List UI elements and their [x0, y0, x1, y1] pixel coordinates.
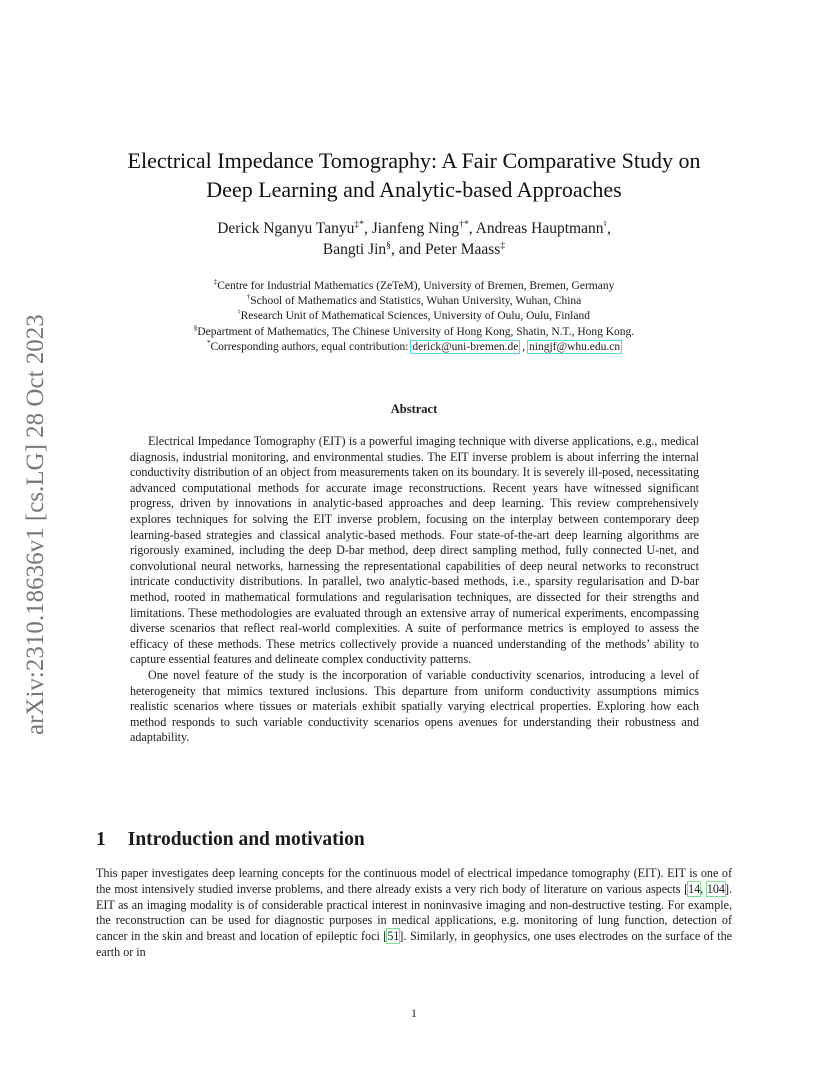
author-name: Andreas Hauptmann: [475, 220, 604, 237]
author-separator: ,: [468, 220, 476, 237]
affiliation-mark: ♮: [238, 308, 241, 317]
cite-separator: ,: [700, 881, 707, 896]
affiliation-text: School of Mathematics and Statistics, Wuhan University, Wuhan, China: [250, 295, 582, 308]
abstract-paragraph-1: Electrical Impedance Tomography (EIT) is a powerful imaging technique with diverse applications, e.g., medical diagnosis, industrial monitoring, and environmental studies. The EIT inverse problem is about inferring the internal conductivity distribution of an object from measurements taken on its boundary. It is severely ill-posed, necessitating advanced computational methods for accurate image reconstructions. Recent years have witnessed significant progress, driven by innovations in analytic-based approaches and deep learning. This review comprehensively explores techniques for solving the EIT inverse problem, focusing on the interplay between contemporary deep learning-based strategies and classical analytic-based methods. Four state-of-the-art deep learning algorithms are rigorously examined, including the deep D-bar method, deep direct sampling method, fully connected U-net, and convolutional neural networks, harnessing the representational capabilities of deep neural networks to reconstruct intricate conductivity distributions. In parallel, two analytic-based methods, i.e., sparsity regularisation and D-bar method, rooted in mathematical formulations and regularisation techniques, are dissected for their strengths and limitations. These methodologies are evaluated through an extensive array of numerical experiments, encompassing diverse scenarios that reflect real-world complexities. A suite of performance metrics is employed to assess the efficacy of these methods. These metrics collectively provide a nuanced understanding of the methods’ ability to capture essential features and delineate complex conductivity patterns.: [130, 434, 699, 667]
author-separator: ,: [364, 220, 372, 237]
arxiv-side-identifier[interactable]: arXiv:2310.18636v1 [cs.LG] 28 Oct 2023: [22, 314, 49, 736]
author-name: Derick Nganyu Tanyu: [217, 220, 355, 237]
cite-bracket: [: [383, 929, 388, 944]
abstract-heading: Abstract: [390, 402, 438, 416]
author-name: Jianfeng Ning: [371, 220, 460, 237]
intro-text: This paper investigates deep learning concepts for the continuous model of electrical impedance tomography (EIT). EIT is one of the most intensively studied inverse problems, and there already exists a very rich body of literature on various aspects: [96, 866, 732, 896]
title-line-2: Deep Learning and Analytic-based Approaches: [206, 177, 622, 202]
email-link-derick[interactable]: derick@uni-bremen.de: [412, 340, 519, 353]
author-marks: §: [386, 239, 391, 251]
author-name: Peter Maass: [424, 241, 501, 258]
introduction-paragraph: [96, 866, 732, 961]
citation-link-14[interactable]: 14: [688, 881, 701, 896]
abstract-body: [130, 434, 699, 746]
affiliations: [110, 279, 718, 355]
author-marks: ‡*: [354, 218, 365, 230]
intro-text: . Similarly, in geophysics, one uses electrodes on the surface of the earth or in: [96, 929, 732, 959]
author-separator: ,: [606, 220, 611, 237]
author-line-1: [110, 218, 718, 239]
affiliation-mark: ‡: [213, 278, 218, 287]
corresponding-mark: *: [206, 338, 211, 347]
affiliation-text: Centre for Industrial Mathematics (ZeTeM), University of Bremen, Bremen, Germany: [217, 280, 615, 292]
affiliation-item: [110, 279, 718, 294]
section-title: Introduction and motivation: [127, 829, 365, 850]
paper-title: [80, 146, 748, 204]
cite-bracket: ]: [724, 881, 729, 896]
affiliation-mark: §: [193, 323, 198, 332]
email-separator: ,: [519, 340, 529, 353]
author-name: Bangti Jin: [322, 241, 387, 258]
introduction-body: [96, 866, 732, 961]
author-separator: , and: [390, 241, 425, 258]
citation-link-51[interactable]: 51: [387, 929, 400, 944]
affiliation-mark: †: [246, 293, 251, 302]
affiliation-item: [110, 325, 718, 340]
citation-link-104[interactable]: 104: [706, 881, 725, 896]
cite-bracket: [: [684, 881, 689, 896]
corresponding-text: Corresponding authors, equal contribution:: [210, 340, 412, 353]
section-heading-introduction: [96, 829, 365, 851]
author-list: [110, 218, 718, 260]
affiliation-text: Research Unit of Mathematical Sciences, University of Oulu, Oulu, Finland: [240, 310, 590, 323]
affiliation-text: Department of Mathematics, The Chinese University of Hong Kong, Shatin, N.T., Hong Kong.: [197, 325, 635, 338]
page-number: 1: [411, 1006, 417, 1020]
affiliation-item: [110, 309, 718, 324]
intro-text: . EIT as an imaging modality is of considerable practical interest in noninvasive imaging and non-destructive testing. For example, the reconstruction can be used for diagnostic purposes in medical applications, e.g. monitoring of lung function, detection of cancer in the skin and breast and location of epileptic foci: [96, 881, 733, 944]
author-line-2: [110, 239, 718, 260]
corresponding-authors: [110, 340, 718, 355]
author-marks: ♮: [603, 218, 607, 230]
email-link-ningjf[interactable]: ningjf@whu.edu.cn: [529, 340, 621, 353]
affiliation-item: [110, 294, 718, 309]
section-number: 1: [96, 829, 106, 850]
author-marks: ‡: [500, 239, 506, 251]
title-line-1: Electrical Impedance Tomography: A Fair Comparative Study on: [127, 148, 701, 173]
abstract-paragraph-2: One novel feature of the study is the incorporation of variable conductivity scenarios, introducing a level of heterogeneity that mimics textured inclusions. This departure from uniform conductivity assumptions mimics realistic scenarios where tissues or materials exhibit spatially varying electrical properties. Exploring how each method responds to such variable conductivity scenarios opens avenues for understanding their robustness and adaptability.: [130, 667, 699, 745]
cite-bracket: ]: [399, 929, 404, 944]
author-marks: †*: [459, 218, 469, 230]
